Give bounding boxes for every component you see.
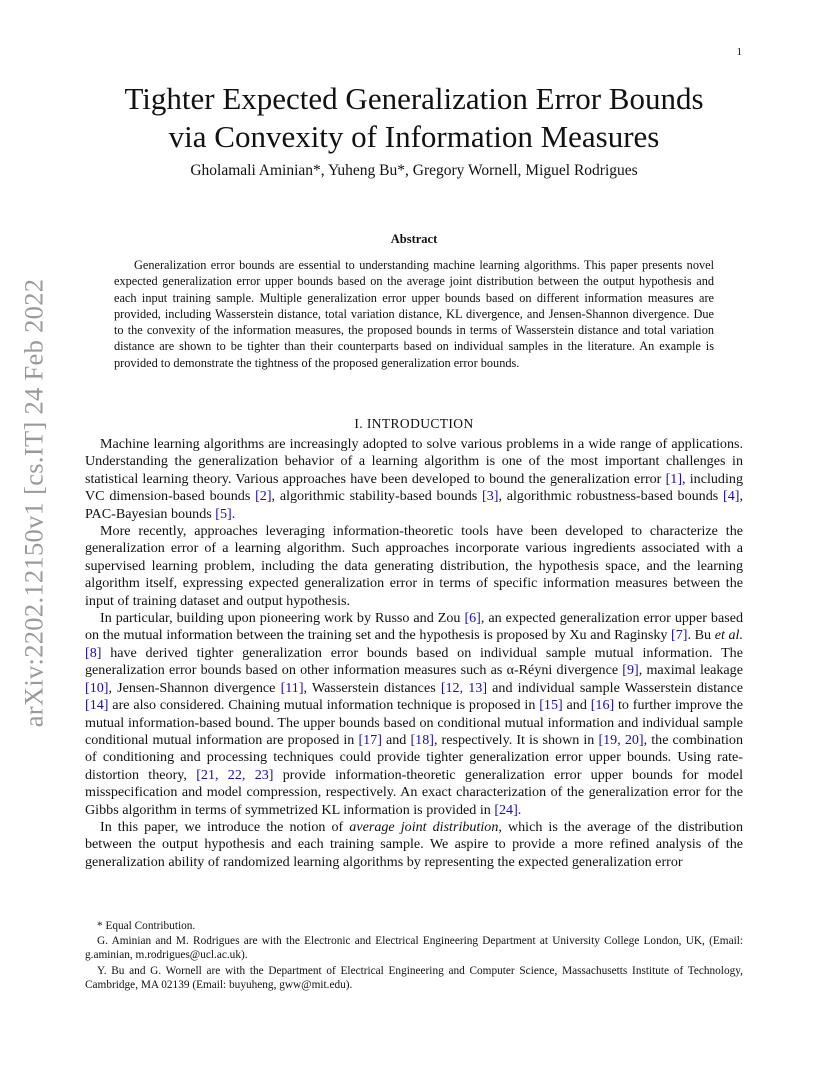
text: have derived tighter generalization error bounds based on individual sample mutual information. The generalization error bounds based on other information measures such as α-Réyni divergence [85,644,743,679]
text: , an expected generalization error upper based on the mutual information between the training set and the hypothesis is proposed by Xu and Raginsky [85,610,743,644]
text: . [517,801,522,818]
citation-link[interactable]: [14] [85,697,109,714]
abstract-heading: Abstract [390,232,438,246]
footnote-mit-affiliation: Y. Bu and G. Wornell are with the Department of Electrical Engineering and Computer Science, Massachusetts Institute of Technology, Cambridge, MA 02139 (Email: buyuheng, gww@mit.edu). [85,964,743,991]
citation-link[interactable]: [3] [482,488,499,505]
arxiv-sidebar [14,268,54,738]
emphasis: et al. [714,627,743,644]
citation-link[interactable]: [4] [723,488,740,505]
text: , the combination of conditioning and processing techniques could provide tighter generalization error upper bounds. Using rate-distortion theory, [85,731,743,783]
text: and individual sample Wasserstein distance [487,679,743,696]
text: Machine learning algorithms are increasingly adopted to solve various problems in a wide range of applications. Understanding the generalization behavior of a learning algorithm is one of the most important challenges in statistical learning theory. Various approaches have been developed to bound the generalization error [85,436,743,487]
paragraph-4 [85,819,743,871]
text: , maximal leakage [638,662,743,679]
text: provide information-theoretic generalization error upper bounds for model misspecification and model compression, respectively. An exact characterization of the generalization error for the Gibbs algorithm in terms of symmetrized KL information is provided in [85,766,743,818]
citation-link[interactable]: [18] [410,731,434,748]
citation-link[interactable]: [7] [671,627,688,644]
text: and [381,731,411,748]
text: . [231,505,236,522]
text: , algorithmic robustness-based bounds [498,488,724,505]
text: , algorithmic stability-based bounds [271,488,483,505]
paragraph-2: More recently, approaches leveraging information-theoretic tools have been developed to characterize the generalization error of a learning algorithm. Such approaches incorporate various ingredients associated with a supervised learning problem, including the data generating distribution, the hypothesis space, and the learning algorithm itself, expressing expected generalization error in terms of specific information measures between the input of training dataset and output hypothesis. [85,523,743,609]
text: , Jensen-Shannon divergence [108,679,281,696]
citation-link[interactable]: [6] [464,610,481,627]
paragraph-1 [85,436,743,523]
citation-link[interactable]: [9] [622,662,639,679]
text: and [562,697,591,714]
text: In this paper, we introduce the notion of [100,818,350,835]
text: , respectively. It is shown in [433,731,599,748]
text: In particular, building upon pioneering work by Russo and Zou [100,610,465,627]
emphasis: average joint distribution [349,818,499,835]
citation-link[interactable]: [15] [539,697,563,714]
citation-link[interactable]: [5] [215,505,232,522]
paragraph-3 [85,610,743,819]
citation-link[interactable]: [17] [358,731,382,748]
text: are also considered. Chaining mutual information technique is proposed in [108,697,540,714]
citation-link[interactable]: [11] [280,679,304,696]
citation-link[interactable]: [19, 20] [598,731,644,748]
authors: Gholamali Aminian*, Yuheng Bu*, Gregory Wornell, Miguel Rodrigues [190,162,638,179]
title-line-1: Tighter Expected Generalization Error Bounds [124,81,704,116]
citation-link[interactable]: [24] [494,801,518,818]
section-heading-introduction: I. INTRODUCTION [354,416,474,431]
citation-link[interactable]: [1] [665,470,683,487]
text: . Bu [687,627,715,644]
paper-title [70,80,758,156]
page-number: 1 [736,46,742,58]
introduction-body [85,436,743,871]
text: , PAC-Bayesian bounds [85,488,743,522]
citation-link[interactable]: [10] [85,679,109,696]
text: , including VC dimension-based bounds [85,470,743,505]
text: , which is the average of the distribution between the output hypothesis and each training sample. We aspire to provide a more refined analysis of the generalization ability of randomized learning algorithms by representing the expected generalization error [85,818,743,870]
footnote-equal-contribution: * Equal Contribution. [97,920,196,932]
title-line-2: via Convexity of Information Measures [168,119,660,154]
footnotes [85,919,743,993]
citation-link[interactable]: [12, 13] [440,679,488,696]
citation-link[interactable]: [2] [255,488,272,505]
footnote-ucl-affiliation: G. Aminian and M. Rodrigues are with the Electronic and Electrical Engineering Department at University College London, UK, (Email: g.aminian, m.rodrigues@ucl.ac.uk). [85,935,743,962]
text: to further improve the mutual information-based bound. The upper bounds based on conditional mutual information and individual sample conditional mutual information are proposed in [85,697,743,748]
citation-link[interactable]: [21, 22, 23] [196,766,274,783]
abstract-text: Generalization error bounds are essential to understanding machine learning algorithms. This paper presents novel expected generalization error upper bounds based on the average joint distribution between the output hypothesis and each input training sample. Multiple generalization error upper bounds based on different information measures are provided, including Wasserstein distance, total variation distance, KL divergence, and Jensen-Shannon divergence. Due to the convexity of the information measures, the proposed bounds in terms of Wasserstein distance and total variation distance are shown to be tighter than their counterparts based on individual samples in the literature. An example is provided to demonstrate the tightness of the proposed generalization error bounds. [114,258,714,370]
citation-link[interactable]: [16] [590,697,615,714]
arxiv-identifier: arXiv:2202.12150v1 [cs.IT] 24 Feb 2022 [18,278,49,728]
citation-link[interactable]: [8] [85,644,102,661]
text: , Wasserstein distances [303,679,441,696]
